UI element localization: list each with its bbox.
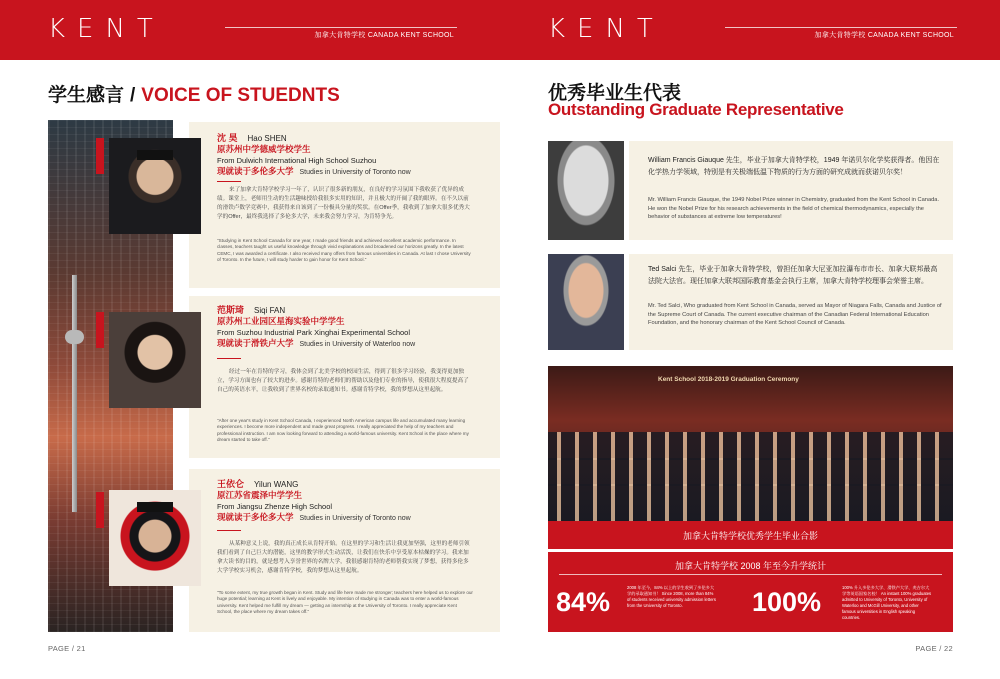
student-quote-cn: 经过一年在肯特的学习，我体会到了北美学校的校园生活，得到了很多学习经验，我变得更加独立，学习方面也有了较大的进步。感谢肯特的老师们的帮助以及他们专业的指导，使我很大程度提高了自己的英语水平，让我收到了世界名校的录取通知书。感谢肯特学校，我的梦想从这里起航。: [217, 369, 469, 393]
cn-tower-pod: [65, 330, 84, 344]
section-title-en: Outstanding Graduate Representative: [548, 100, 844, 119]
student-uni-cn: 现就读于滑铁卢大学: [217, 338, 294, 348]
student-uni-cn: 现就读于多伦多大学: [217, 512, 294, 522]
student-school-cn: 原苏州中学德威学校学生: [217, 144, 311, 154]
photo-caption: 加拿大肯特学校优秀学生毕业合影: [682, 531, 818, 541]
ceremony-banner: Kent School 2018-2019 Graduation Ceremony: [658, 376, 799, 383]
student-school-cn: 原江苏省震泽中学学生: [217, 490, 303, 500]
student-quote-en: "After one year's study in Kent School Canada, I experienced North American campus life and accumulated many learning experiences. I become more independent and made great progress. I really appreciated the help of my teachers and professional instruction. I am now looking forward to attending a world-famous university. Kent School is the place where my dream started to take off.": [217, 418, 469, 443]
accent-bar: [96, 492, 104, 528]
student-quote-en: "Studying in Kent School Canada for one year, I made good friends and achieved excellent academic performance. In classes, teachers taught us useful knowledge through vivid explanations and broadened our horizons greatly. In the latest CEMC, I was awarded a certificate. I also received many offers from famous universities in Canada. At last I chose University of Toronto. In the future, I will study harder to gain honor for Kent School.": [217, 238, 471, 263]
graduates-row: [548, 484, 953, 521]
school-label: 加拿大肯特学校 CANADA KENT SCHOOL: [314, 32, 454, 39]
page-number: PAGE / 21: [48, 644, 86, 653]
banner-divider: [225, 27, 457, 28]
student-header: [217, 479, 411, 524]
representative-text-cn: Ted Salci 先生，毕业于加拿大肯特学校，曾担任加拿大尼亚加拉瀑布市市长、加拿大联邦最高法院大法官。现任加拿大联邦国际教育基金会执行主席，加拿大肯特学校理事会荣誉主席。: [648, 266, 938, 285]
accent-bar: [96, 312, 104, 348]
title-en: VOICE OF STUEDNTS: [141, 85, 340, 106]
stat-value: 84%: [556, 587, 611, 617]
cn-tower-shape: [72, 275, 77, 512]
student-portrait: [109, 490, 201, 586]
kent-logo: KENT: [548, 14, 665, 44]
representative-photo: [548, 254, 624, 350]
student-uni-en: Studies in University of Waterloo now: [299, 341, 416, 348]
student-name-en: Hao SHEN: [247, 134, 287, 143]
student-header: [217, 305, 415, 350]
student-uni-cn: 现就读于多伦多大学: [217, 166, 294, 176]
representative-text-en: Mr. Ted Salci, Who graduated from Kent School in Canada, served as Mayor of Niagara Falls, Canada and Justice of the Supreme Court of Canada. The current executive chairman of the Canadian Federal International Education Foundation, and the honorary chairman of the Kent School Council of Canada.: [648, 303, 942, 327]
representative-photo: [548, 141, 624, 240]
graduates-row: [548, 458, 953, 486]
top-banner-left: [0, 0, 500, 60]
representative-text-en: Mr. William Francis Giauque, the 1949 Nobel Prize winner in Chemistry, graduated from the Kent School in Canada. He won the Nobel Prize for his research achievements in the field of chemical thermodynamics, especially the behavior of substances at extreme low temperatures!: [648, 197, 940, 221]
graduation-cap-icon: [137, 502, 173, 512]
student-quote-en: "To some extent, my true growth began in Kent. Study and life here made me stronger; teachers here helped us to explore our huge potential; learning at Kent is lively and enjoyable. My intention of studying in Canada was to enter a world-famous university. Kent helped me fulfill my dream — getting an internship at the University of Toronto. I really appreciate Kent School, the place where my dream takes off.": [217, 590, 473, 615]
student-school-en: From Suzhou Industrial Park Xinghai Experimental School: [217, 328, 411, 337]
student-school-en: From Jiangsu Zhenze High School: [217, 502, 333, 511]
banner-divider: [725, 27, 957, 28]
stats-title: 加拿大肯特学校 2008 年至今升学统计: [674, 561, 827, 571]
student-quote-cn: 从某种意义上说，我的真正成长从肯特开始。在这里的学习和生活让我更加坚强，这里的老师引领我们看到了自己巨大的潜能，这里的教学形式生动活泼，让我们在快乐中享受原本枯燥的学习。我来加拿大读书的目的，就是想考入享誉世界的名牌大学，我很感谢肯特的老师帮我实现了梦想，获得多伦多大学学校实习机会，感谢肯特学校，我的梦想从这里起航。: [217, 541, 470, 574]
student-portrait: [109, 138, 201, 234]
student-school-en: From Dulwich International High School Suzhou: [217, 156, 377, 165]
representative-text-cn: William Francis Giauque 先生，毕业于加拿大肯特学校，1949 年诺贝尔化学奖获得者。他因在化学热力学领域，特别是有关极端低温下物质的行为方面的研究成就而获诺贝尔奖！: [648, 157, 940, 176]
student-name-en: Yilun WANG: [254, 480, 299, 489]
graduates-row: [548, 432, 953, 460]
school-label: 加拿大肯特学校 CANADA KENT SCHOOL: [814, 32, 954, 39]
student-name-cn: 王依仑: [217, 479, 245, 489]
section-title-cn: 优秀毕业生代表: [548, 83, 682, 104]
divider-rule: [217, 181, 241, 182]
student-portrait: [109, 312, 201, 408]
divider-rule: [217, 530, 241, 531]
student-school-cn: 原苏州工业园区星海实验中学学生: [217, 316, 345, 326]
page-title: [48, 80, 340, 107]
page-number: PAGE / 22: [915, 644, 953, 653]
stats-divider: [559, 574, 942, 575]
kent-logo: KENT: [48, 14, 165, 44]
student-uni-en: Studies in University of Toronto now: [299, 169, 411, 176]
student-name-cn: 范斯琦: [217, 305, 245, 315]
stat-value: 100%: [752, 587, 822, 617]
title-slash: /: [130, 85, 136, 106]
title-cn: 学生感言: [48, 85, 125, 106]
top-banner-right: [500, 0, 1000, 60]
student-quote-cn: 来了加拿大肯特学校学习一年了，认识了很多新的朋友，在良好的学习氛围下我收获了优异的成绩。课堂上，老师用生动的生活趣味授给我很多实用的知识，并且极大的开阔了我的眼界。在不久以前的滑铁卢数学竞赛中，我获得来自该到了一份极具分量的奖状。在Offer季，我收到了加拿大很多优秀大学的Offer，最终我选择了多伦多大学，未来我会努力学习，为肯特争光。: [217, 187, 470, 220]
divider-rule: [217, 358, 241, 359]
student-name-en: Siqi FAN: [254, 306, 286, 315]
student-uni-en: Studies in University of Toronto now: [299, 515, 411, 522]
graduation-cap-icon: [137, 150, 173, 160]
accent-bar: [96, 138, 104, 174]
student-name-cn: 沈 昊: [217, 133, 238, 143]
student-header: [217, 133, 411, 178]
stat-note: 100% 升入多伦多大学、滑铁卢大学、麦吉尔大学等英语国家名校！ An instant 100% graduates admitted to University of Toronto, University of Waterloo and McGill University, and other famous universities in English speaking countries.: [842, 585, 932, 620]
graduation-group-photo: [548, 366, 953, 521]
stat-note: 2008 年至今，84% 以上的学生收到了多伦多大学的录取通知书！ Since 2008, more than 84% of students received university admission letters from the University of Toronto.: [627, 585, 716, 608]
